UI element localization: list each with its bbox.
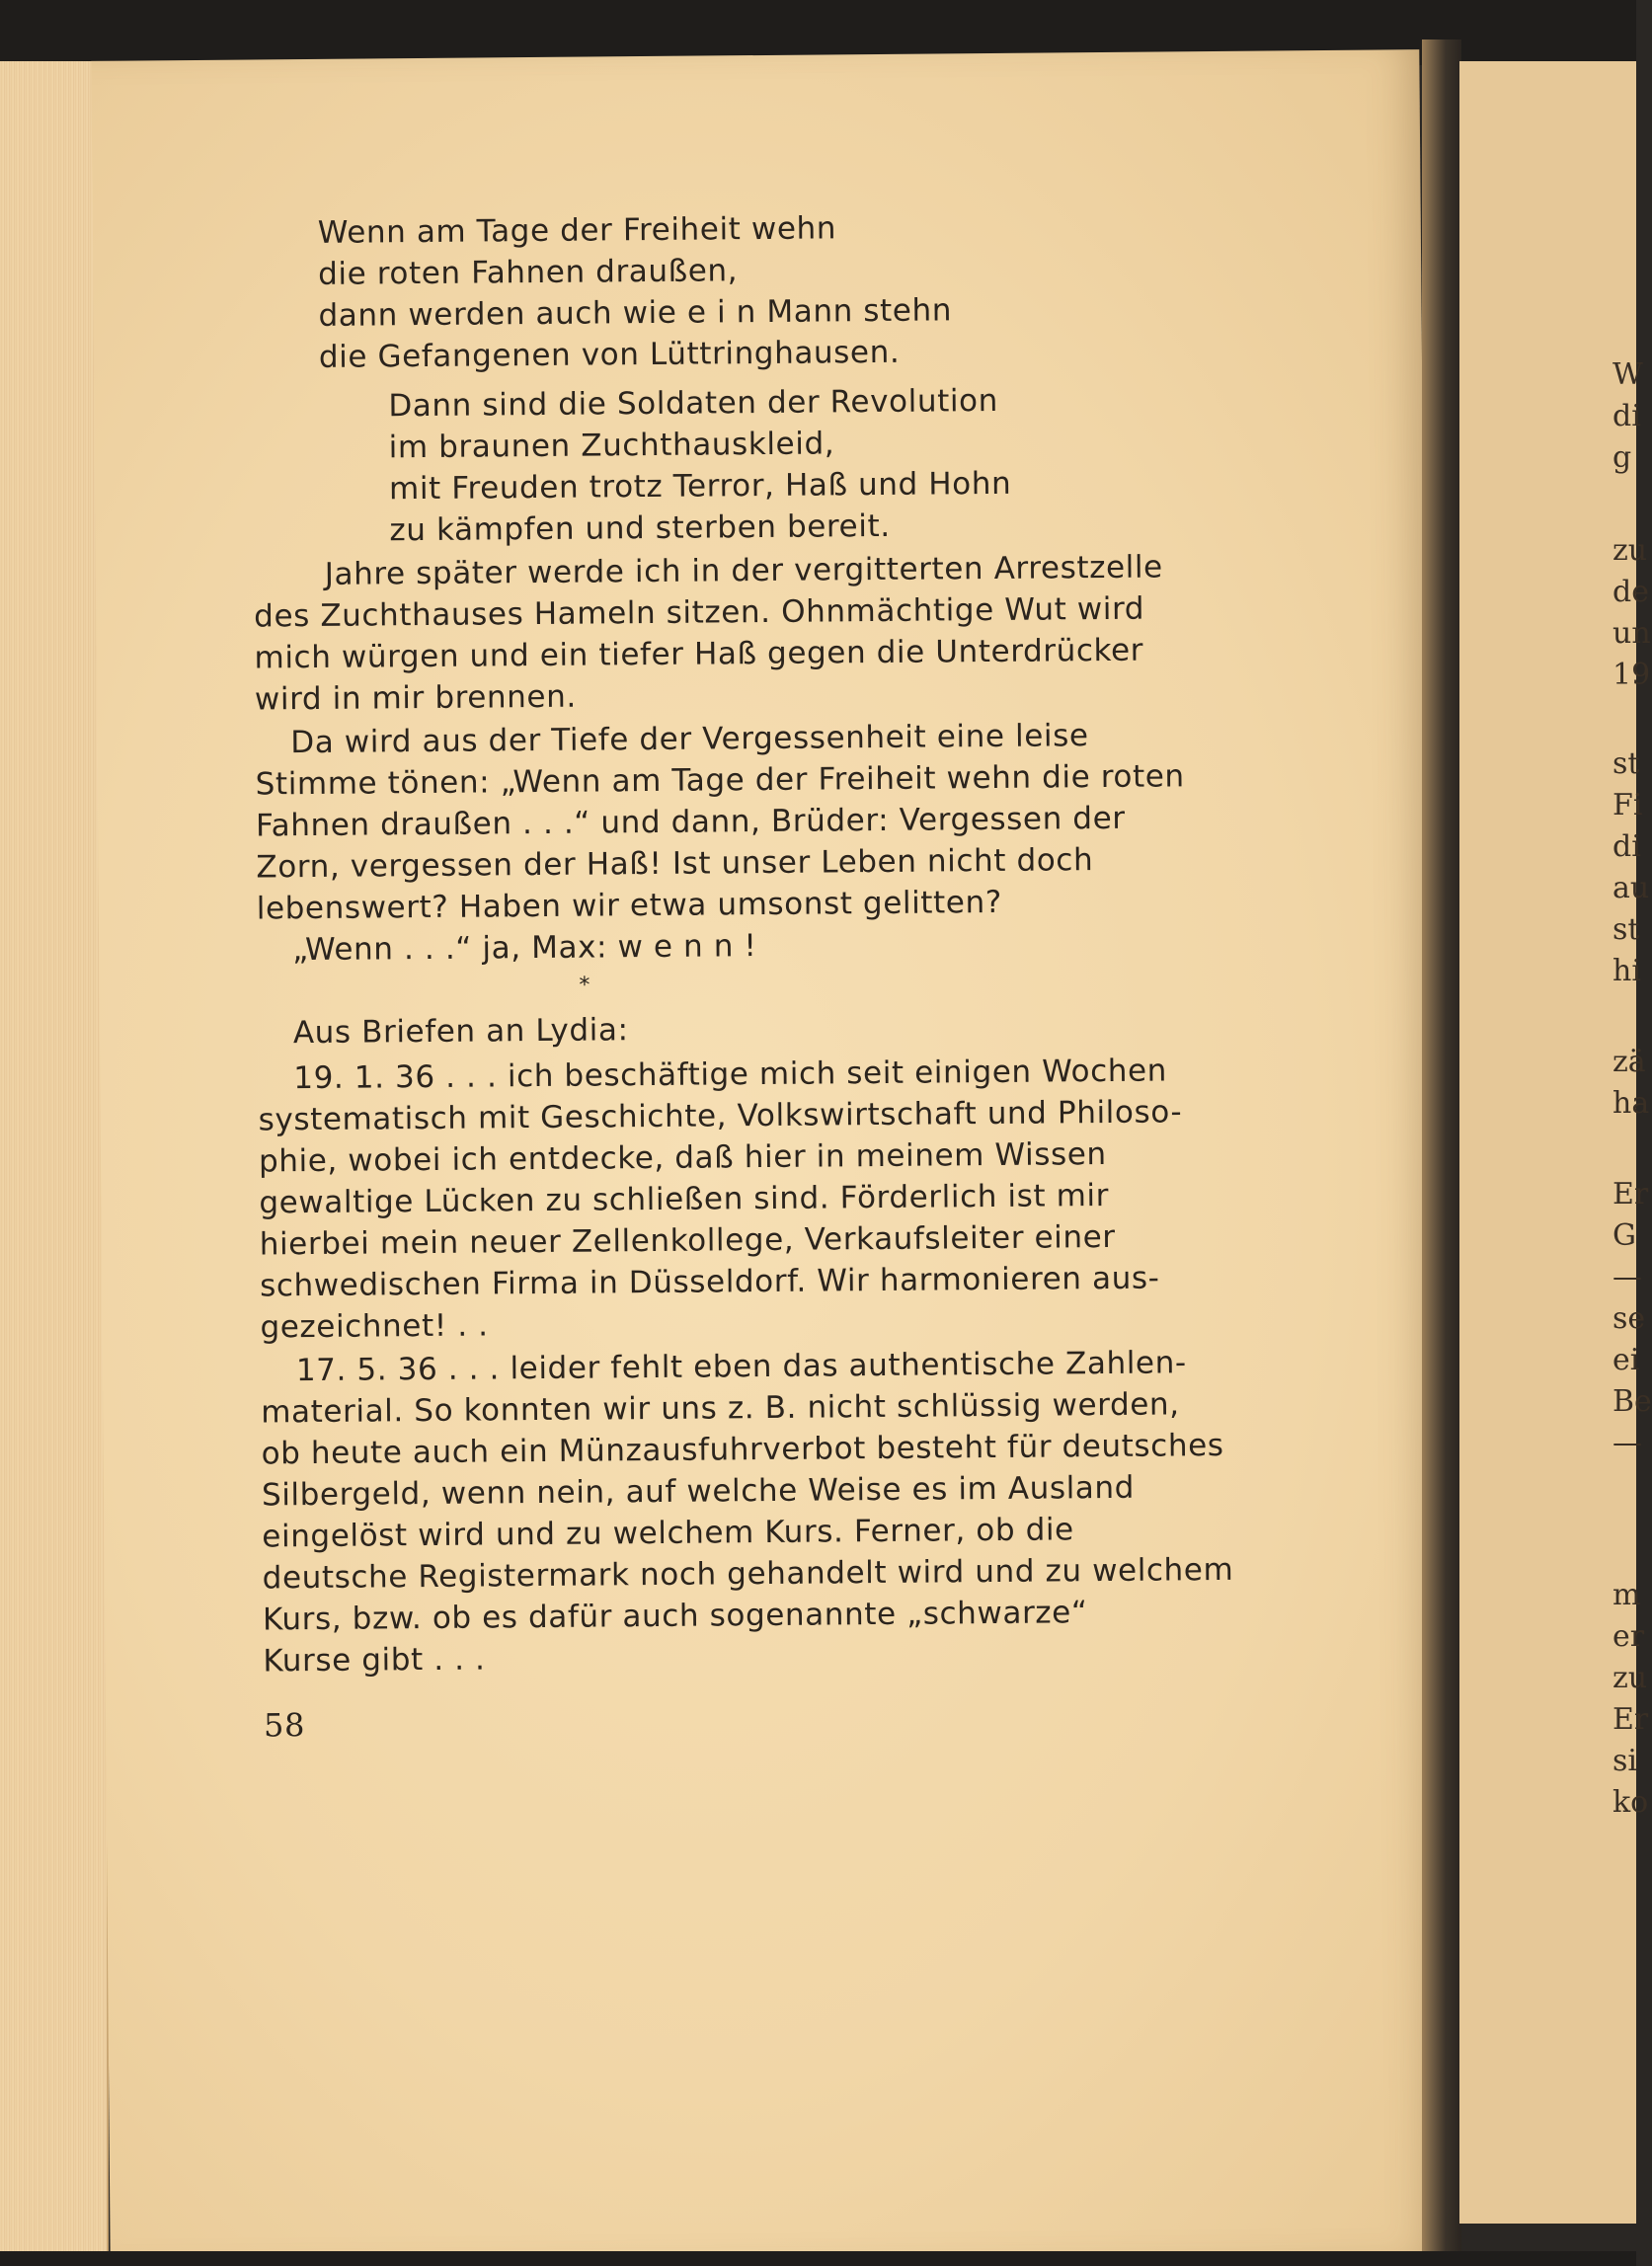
section-separator: *: [579, 973, 591, 998]
fragment-text: W: [1613, 357, 1643, 392]
fragment-text: Fi: [1613, 788, 1643, 822]
paragraph-line: Da wird aus der Tiefe der Vergessenheit eine leise: [290, 718, 1089, 761]
fragment-text: ha: [1613, 1086, 1650, 1121]
letter-line: 19. 1. 36 . . . ich beschäftige mich seit einigen Wochen: [293, 1053, 1168, 1097]
fragment-text: di: [1613, 829, 1641, 864]
fragment-text: 19: [1613, 658, 1651, 692]
letter-line: Kurse gibt . . .: [263, 1641, 486, 1680]
letter-line: material. So konnten wir uns z. B. nicht schlüssig werden,: [261, 1386, 1180, 1431]
fragment-text: Er: [1613, 1702, 1649, 1737]
fragment-text: ko: [1613, 1785, 1649, 1820]
letter-line: Kurs, bzw. ob es dafür auch sogenannte „schwarze“: [262, 1595, 1088, 1638]
fragment-text: Be: [1613, 1384, 1652, 1419]
letter-line: hierbei mein neuer Zellenkollege, Verkaufsleiter einer: [259, 1218, 1116, 1263]
fragment-text: ei: [1613, 1343, 1640, 1377]
fragment-text: hi: [1613, 954, 1641, 988]
letter-line: eingelöst wird und zu welchem Kurs. Ferner, ob die: [262, 1512, 1074, 1555]
letter-line: systematisch mit Geschichte, Volkswirtschaft und Philoso-: [258, 1094, 1183, 1138]
letter-line: ob heute auch ein Münzausfuhrverbot besteht für deutsches: [261, 1427, 1224, 1472]
book-page-edges: [0, 61, 109, 2255]
poem-line: Wenn am Tage der Freiheit wehn: [317, 210, 837, 251]
letter-line: Silbergeld, wenn nein, auf welche Weise es im Ausland: [261, 1469, 1136, 1514]
fragment-text: st: [1613, 912, 1640, 947]
fragment-text: si: [1613, 1744, 1637, 1778]
letters-heading: Aus Briefen an Lydia:: [292, 1012, 629, 1052]
poem-line: im braunen Zuchthauskleid,: [388, 426, 835, 466]
poem-line: die Gefangenen von Lüttringhausen.: [318, 334, 901, 375]
paragraph-line: Stimme tönen: „Wenn am Tage der Freiheit wehn die roten: [255, 758, 1185, 803]
paragraph-line: „Wenn . . .“ ja, Max: w e n n !: [292, 928, 757, 969]
page-text: [91, 49, 1438, 2263]
paragraph-line: Jahre später werde ich in der vergitterten Arrestzelle: [324, 549, 1163, 592]
fragment-text: Er: [1613, 1177, 1649, 1211]
paragraph-line: Zorn, vergessen der Haß! Ist unser Leben nicht doch: [256, 842, 1094, 886]
fragment-text: zu: [1613, 1661, 1648, 1695]
poem-line: zu kämpfen und sterben bereit.: [389, 508, 891, 549]
fragment-text: un: [1613, 616, 1651, 651]
paragraph-line: des Zuchthauses Hameln sitzen. Ohnmächtige Wut wird: [254, 590, 1145, 635]
letter-line: deutsche Registermark noch gehandelt wird und zu welchem: [262, 1551, 1234, 1597]
poem-line: die roten Fahnen draußen,: [318, 253, 739, 292]
fragment-text: st: [1613, 746, 1640, 781]
fragment-text: er: [1613, 1619, 1645, 1654]
fragment-text: G: [1613, 1218, 1636, 1253]
letter-line: gewaltige Lücken zu schließen sind. Förderlich ist mir: [259, 1177, 1110, 1221]
letter-line: phie, wobei ich entdecke, daß hier in meinem Wissen: [258, 1135, 1107, 1180]
fragment-text: zä: [1613, 1045, 1646, 1079]
poem-line: Dann sind die Soldaten der Revolution: [388, 382, 999, 425]
letter-line: 17. 5. 36 . . . leider fehlt eben das authentische Zahlen-: [295, 1345, 1187, 1389]
poem-line: mit Freuden trotz Terror, Haß und Hohn: [388, 465, 1012, 508]
fragment-text: m: [1613, 1578, 1641, 1612]
fragment-text: —: [1613, 1260, 1642, 1294]
fragment-text: zu: [1613, 533, 1648, 568]
letter-line: schwedischen Firma in Düsseldorf. Wir harmonieren aus-: [259, 1260, 1160, 1304]
page-number: 58: [263, 1706, 306, 1745]
scan-bottom-border: [0, 2251, 1636, 2266]
fragment-text: —: [1613, 1426, 1642, 1460]
paragraph-line: Fahnen draußen . . .“ und dann, Brüder: Vergessen der: [255, 800, 1126, 844]
fragment-text: de: [1613, 575, 1649, 609]
book-gutter: [1422, 39, 1461, 2251]
fragment-text: au: [1613, 871, 1650, 905]
poem-line: dann werden auch wie e i n Mann stehn: [318, 292, 953, 334]
letter-line: gezeichnet! . .: [260, 1307, 489, 1346]
paragraph-line: lebenswert? Haben wir etwa umsonst gelitten?: [256, 884, 1002, 927]
paragraph-line: wird in mir brennen.: [254, 678, 577, 718]
fragment-text: se: [1613, 1301, 1646, 1336]
book-page: [91, 49, 1438, 2263]
facing-page-fragment: [1459, 61, 1652, 2224]
fragment-text: g: [1613, 440, 1632, 475]
paragraph-line: mich würgen und ein tiefer Haß gegen die Unterdrücker: [254, 632, 1144, 676]
fragment-text: di: [1613, 399, 1641, 433]
